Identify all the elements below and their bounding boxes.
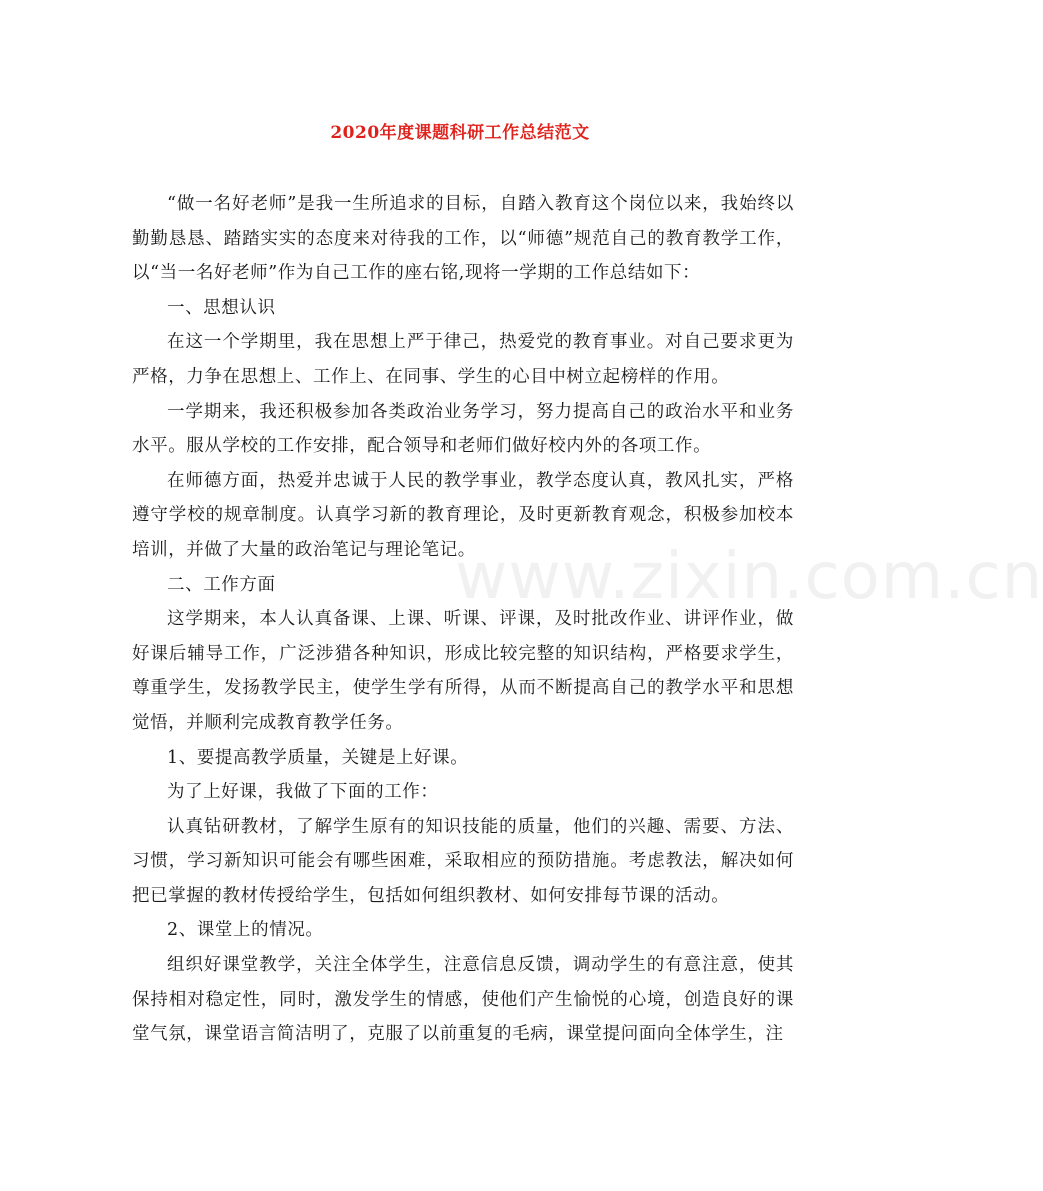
- paragraph-intro: “做一名好老师”是我一生所追求的目标，自踏入教育这个岗位以来，我始终以勤勤恳恳、踏踏实实的态度来对待我的工作，以“师德”规范自己的教育教学工作，以“当一名好老师”作为自己工作的座右铭,现将一学期的工作总结如下：: [132, 194, 794, 284]
- document-body: [132, 187, 794, 1052]
- paragraph: 一学期来，我还积极参加各类政治业务学习，努力提高自己的政治水平和业务水平。服从学校的工作安排，配合领导和老师们做好校内外的各项工作。: [132, 401, 794, 457]
- paragraph: 在师德方面，热爱并忠诚于人民的教学事业，教学态度认真，教风扎实，严格遵守学校的规章制度。认真学习新的教育理论，及时更新教育观念，积极参加校本培训，并做了大量的政治笔记与理论笔记。: [132, 470, 794, 560]
- section-heading-thought: 一、思想认识: [167, 297, 276, 318]
- subheading-classroom: 2、课堂上的情况。: [167, 920, 324, 941]
- document-title: 2020年度课题科研工作总结范文: [330, 123, 590, 143]
- paragraph: 组织好课堂教学，关注全体学生，注意信息反馈，调动学生的有意注意，使其保持相对稳定性，同时，激发学生的情感，使他们产生愉悦的心境，创造良好的课堂气氛，课堂语言简洁明了，克服了以前重复的毛病，课堂提问面向全体学生，注: [132, 955, 794, 1045]
- section-heading-work: 二、工作方面: [167, 574, 276, 595]
- paragraph: 认真钻研教材，了解学生原有的知识技能的质量，他们的兴趣、需要、方法、习惯，学习新知识可能会有哪些困难，采取相应的预防措施。考虑教法，解决如何把已掌握的教材传授给学生，包括如何组织教材、如何安排每节课的活动。: [132, 816, 794, 906]
- subheading-quality: 1、要提高教学质量，关键是上好课。: [167, 747, 469, 768]
- paragraph: 在这一个学期里，我在思想上严于律己，热爱党的教育事业。对自己要求更为严格，力争在思想上、工作上、在同事、学生的心目中树立起榜样的作用。: [132, 332, 794, 387]
- paragraph: 这学期来，本人认真备课、上课、听课、评课，及时批改作业、讲评作业，做好课后辅导工作，广泛涉猎各种知识，形成比较完整的知识结构，严格要求学生，尊重学生，发扬教学民主，使学生学有所得，从而不断提高自己的教学水平和思想觉悟，并顺利完成教育教学任务。: [132, 609, 794, 733]
- watermark: www.zixin.com.cn: [455, 540, 1043, 614]
- paragraph: 为了上好课，我做了下面的工作：: [167, 782, 439, 803]
